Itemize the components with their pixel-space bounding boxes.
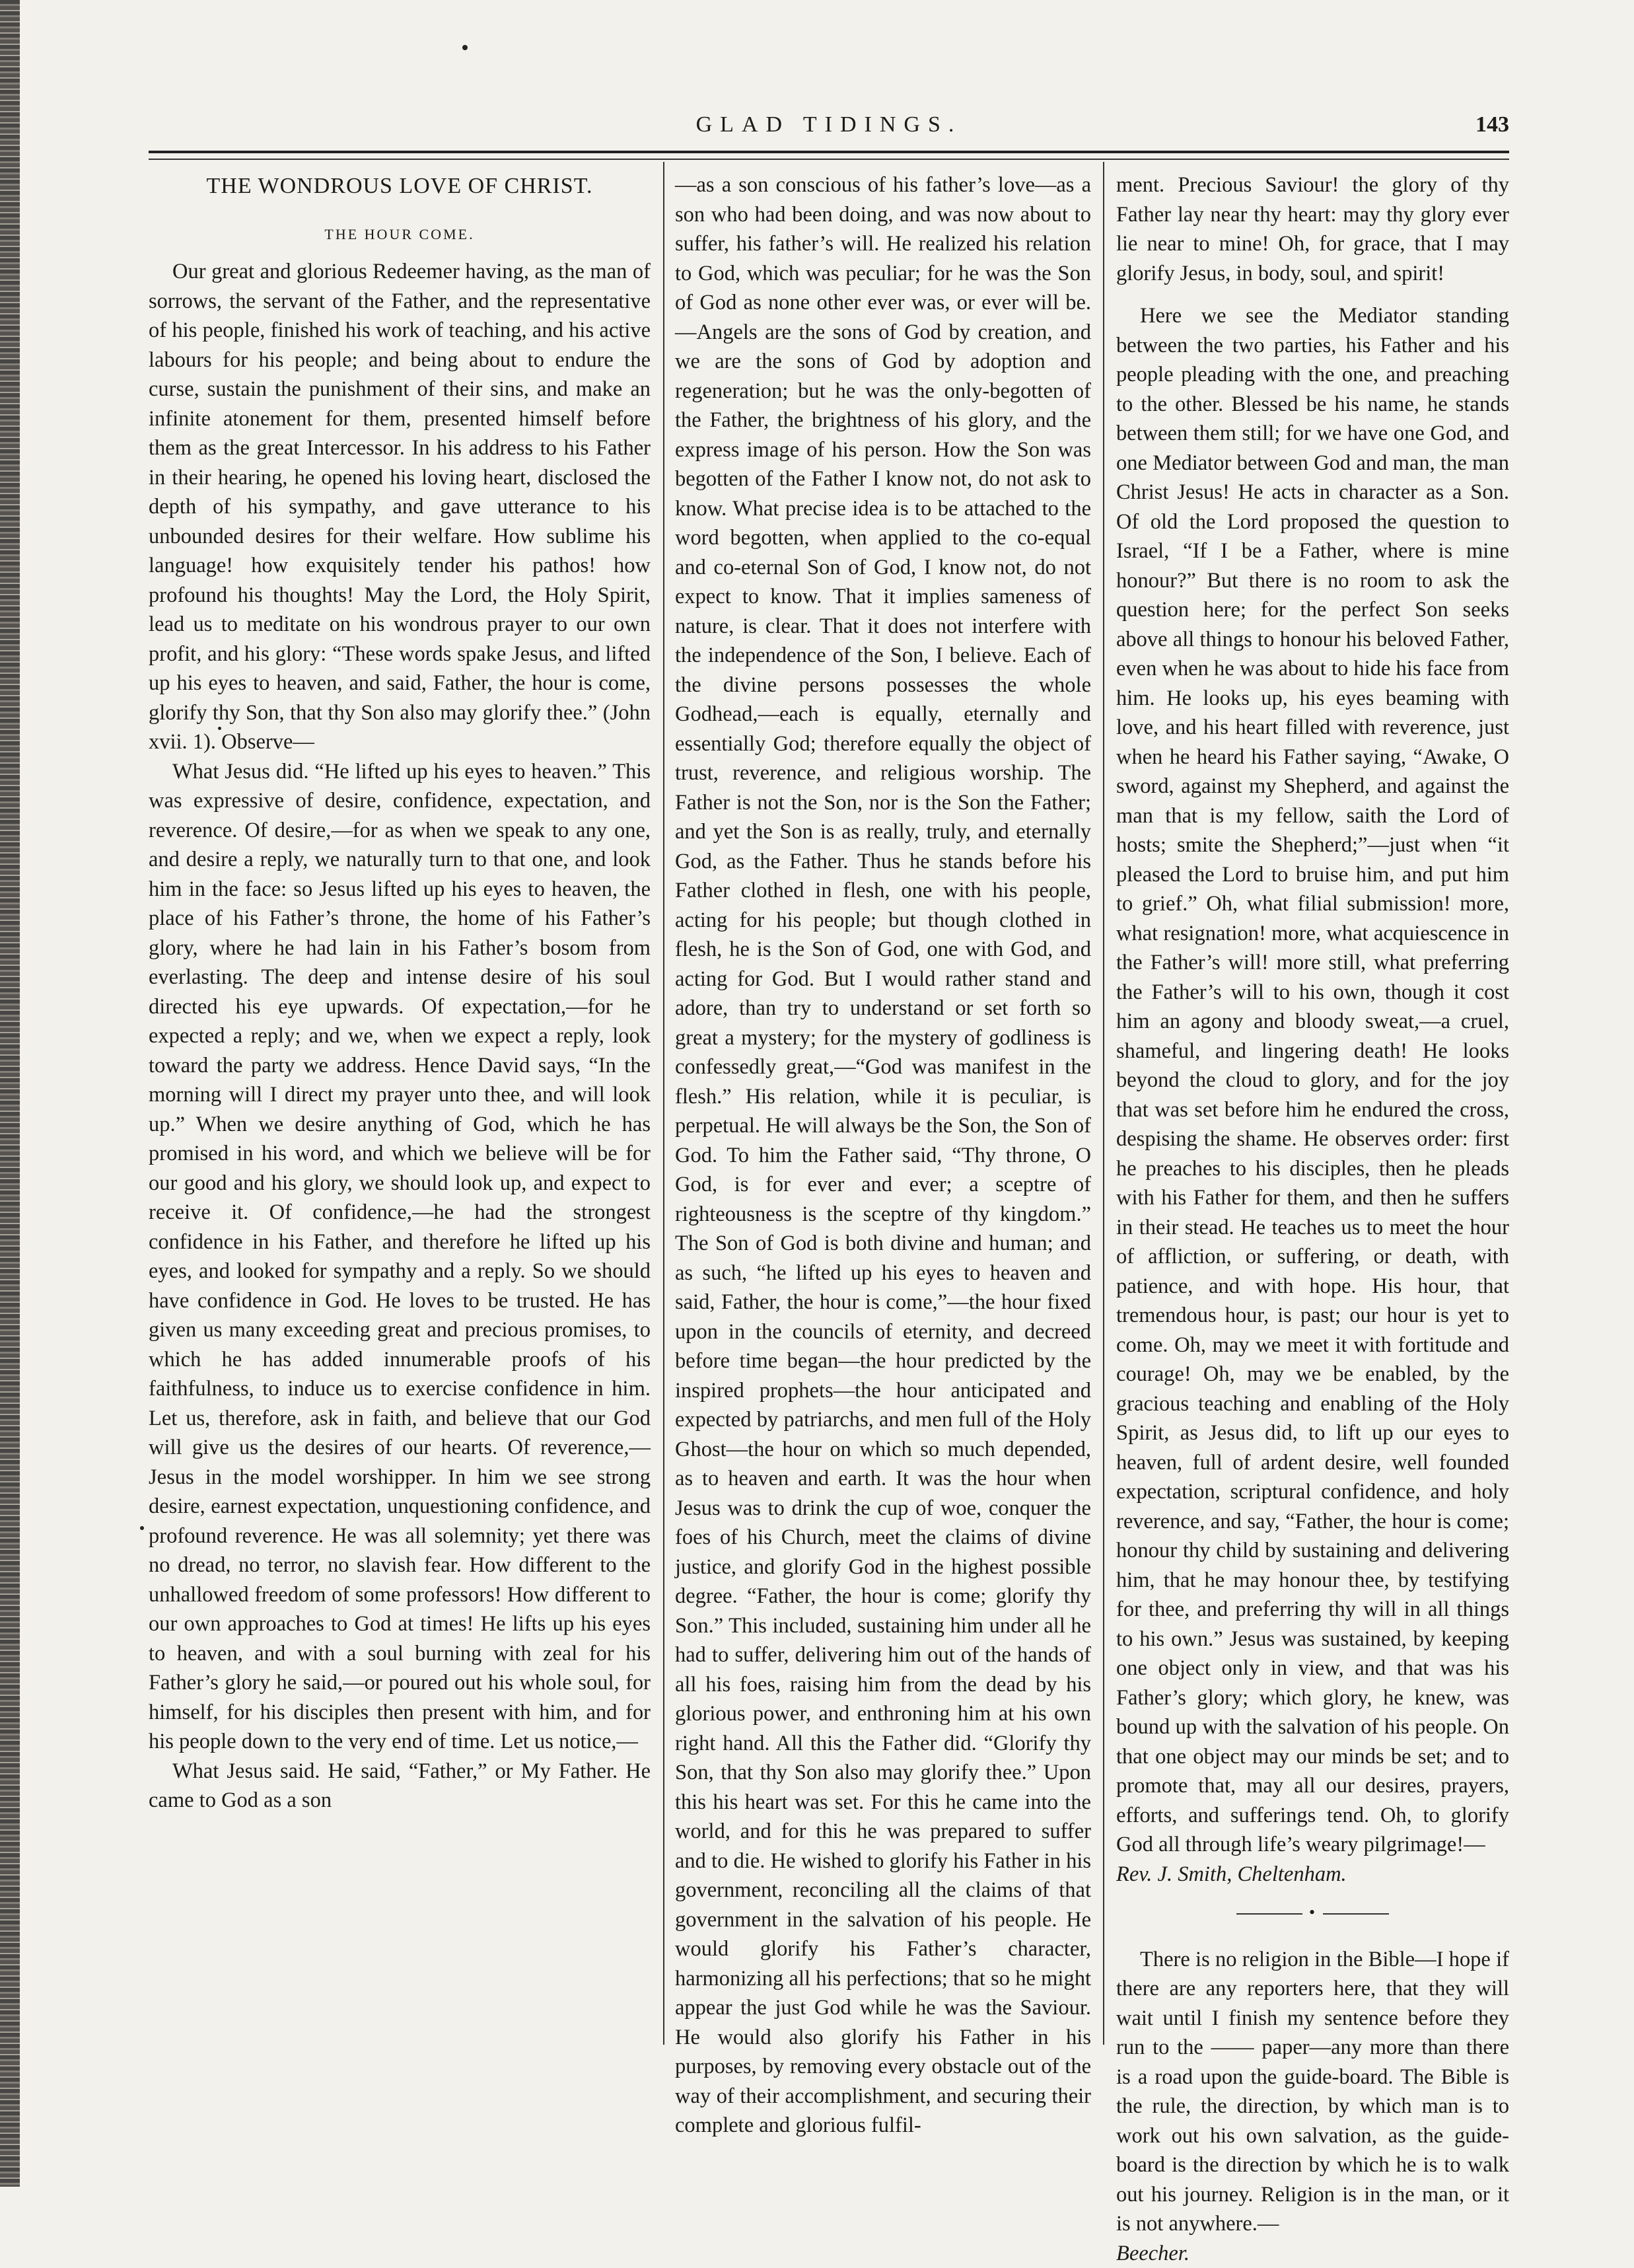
ink-speck bbox=[140, 1526, 144, 1530]
paragraph: What Jesus did. “He lifted up his eyes to heaven.” This was expressive of desire, confidence, expectation, and reverence. Of desire,—for as when we speak to any one, and desire a reply, we naturally turn to that one, and look him in the face: so Jesus lifted up his eyes to heaven, the place of his Father’s throne, the home of his Father’s glory, where he had lain in his Father’s bosom from everlasting. The deep and intense desire of his soul directed his eye upwards. Of expectation,—for he expected a reply; and we, when we expect a reply, look toward the party we address. Hence David says, “In the morning will I direct my prayer unto thee, and will look up.” When we desire anything of God, which he has promised in his word, and which we believe will be for our good and his glory, we should look up, and expect to receive it. Of confidence,—he had the strongest confidence in his Father, and therefore he lifted up his eyes, and looked for sympathy and a reply. So we should have confidence in God. He loves to be trusted. He has given us many exceeding great and precious promises, to which he has added innumerable proofs of his faithfulness, to induce us to exercise confidence in him. Let us, therefore, ask in faith, and believe that our God will give us the desires of our hearts. Of reverence,—Jesus in the model worshipper. In him we see strong desire, earnest expectation, unquestioning confidence, and profound reverence. He was all solemnity; yet there was no dread, no terror, no slavish fear. How different to the unhallowed freedom of some professors! How different to our own approaches to God at times! He lifts up his eyes to heaven, and with a soul burning with zeal for his Father’s glory he said,—or poured out his whole soul, for himself, for his disciples then present with him, and for his people down to the very end of time. Let us notice,— bbox=[149, 757, 651, 1757]
ink-speck bbox=[462, 45, 468, 50]
divider-ornament: • bbox=[1309, 1903, 1316, 1922]
divider-line bbox=[1236, 1913, 1302, 1915]
column-3 bbox=[1116, 170, 1509, 2040]
article-title: THE WONDROUS LOVE OF CHRIST. bbox=[149, 172, 651, 201]
column-rule-1 bbox=[663, 162, 664, 2045]
page-binding-edge bbox=[0, 0, 20, 2187]
header-rule bbox=[149, 151, 1509, 153]
article-subtitle: THE HOUR COME. bbox=[149, 220, 651, 250]
divider-line bbox=[1323, 1913, 1389, 1915]
paragraph: Our great and glorious Redeemer having, as the man of sorrows, the servant of the Father, and the representative of his people, finished his work of teaching, and his active labours for his people; and being about to endure the curse, sustain the punishment of their sins, and make an infinite atonement for them, presented himself before them as the great Intercessor. In his address to his Father in their hearing, he opened his loving heart, disclosed the depth of his sympathy, and gave utterance to his unbounded desires for their welfare. How sublime his language! how exquisitely tender his pathos! how profound his thoughts! May the Lord, the Holy Spirit, lead us to meditate on his wondrous prayer to our own profit, and his glory: “These words spake Jesus, and lifted up his eyes to heaven, and said, Father, the hour is come, glorify thy Son, that thy Son also may glorify thee.” (John xvii. 1). Observe— bbox=[149, 257, 651, 757]
paragraph: Here we see the Mediator standing between the two parties, his Father and his people pleading with the one, and preaching to the other. Blessed be his name, he stands between them still; for we have one God, and one Mediator between God and man, the man Christ Jesus! He acts in character as a Son. Of old the Lord proposed the question to Israel, “If I be a Father, where is mine honour?” But there is no room to ask the question here; for the perfect Son seeks above all things to honour his beloved Father, even when he was about to hide his face from him. He looks up, his eyes beaming with love, and his heart filled with reverence, just when he heard his Father saying, “Awake, O sword, against my Shepherd, and against the man that is my fellow, saith the Lord of hosts; smite the Shepherd;”—just when “it pleased the Lord to bruise him, and put him to grief.” Oh, what filial submission! more, what resignation! more, what acquiescence in the Father’s will! more still, what preferring the Father’s will to his own, though it cost him an agony and bloody sweat,—a cruel, shameful, and lingering death! He looks beyond the cloud to glory, and for the joy that was set before him he endured the cross, despising the shame. He observes order: first he preaches to his disciples, then he pleads with his Father for them, and then he suffers in their stead. He teaches us to meet the hour of affliction, or suffering, or death, with patience, and with hope. His hour, that tremendous hour, is past; our hour is yet to come. Oh, may we meet it with fortitude and courage! Oh, may we be enabled, by the gracious teaching and enabling of the Holy Spirit, as Jesus did, to lift up our eyes to heaven, full of ardent desire, well founded expectation, scriptural confidence, and holy reverence, and say, “Father, the hour is come; honour thy child by sustaining and delivering him, that he may honour thee, by testifying for thee, and preferring thy will in all things to his own.” Jesus was sustained, by keeping one object only in view, and that was his Father’s glory; which glory, he knew, was bound up with the salvation of his people. On that one object may our minds be set; and to promote that, may all our desires, prayers, efforts, and sufferings tend. Oh, to glorify God all through life’s weary pilgrimage!— bbox=[1116, 301, 1509, 1860]
column-1 bbox=[149, 170, 651, 2040]
article-signature: Rev. J. Smith, Cheltenham. bbox=[1116, 1860, 1509, 1889]
paragraph: There is no religion in the Bible—I hope if there are any reporters here, that they will wait until I finish my sentence before they run to the —— paper—any more than there is a road upon the guide-board. The Bible is the rule, the direction, by which man is to work out his own salvation, as the guide-board is the direction by which he is to walk out his journey. Religion is in the man, or it is not anywhere.— bbox=[1116, 1945, 1509, 2239]
running-title: GLAD TIDINGS. bbox=[149, 112, 1509, 137]
column-2 bbox=[675, 170, 1091, 2040]
paragraph-gap bbox=[1116, 288, 1509, 301]
page-header bbox=[149, 112, 1509, 152]
column-rule-2 bbox=[1103, 162, 1104, 2045]
paragraph: What Jesus said. He said, “Father,” or My Father. He came to God as a son bbox=[149, 1757, 651, 1815]
quote-signature: Beecher. bbox=[1116, 2239, 1509, 2268]
paragraph: —as a son conscious of his father’s love—as a son who had been doing, and was now about to suffer, his father’s will. He realized his relation to God, which was peculiar; for he was the Son of God as none other ever was, or ever will be.—Angels are the sons of God by creation, and we are the sons of God by adoption and regeneration; but he was the only-begotten of the Father, the brightness of his glory, and the express image of his person. How the Son was begotten of the Father I know not, do not ask to know. What precise idea is to be attached to the word begotten, when applied to the co-equal and co-eternal Son of God, I know not, do not expect to know. That it implies sameness of nature, is clear. That it does not interfere with the independence of the Son, I believe. Each of the divine persons possesses the whole Godhead,—each is equally, eternally and essentially God; therefore equally the object of trust, reverence, and religious worship. The Father is not the Son, nor is the Son the Father; and yet the Son is as really, truly, and eternally God, as the Father. Thus he stands before his Father clothed in flesh, one with his people, acting for his people; but though clothed in flesh, he is the Son of God, one with God, and acting for God. But I would rather stand and adore, than try to understand or set forth so great a mystery; for the mystery of godliness is confessedly great,—“God was manifest in the flesh.” His relation, while it is peculiar, is perpetual. He will always be the Son, the Son of God. To him the Father said, “Thy throne, O God, is for ever and ever; a sceptre of righteousness is the sceptre of thy kingdom.” The Son of God is both divine and human; and as such, “he lifted up his eyes to heaven and said, Father, the hour is come,”—the hour fixed upon in the councils of eternity, and decreed before time began—the hour predicted by the inspired prophets—the hour anticipated and expected by patriarchs, and men full of the Holy Ghost—the hour on which so much depended, as to heaven and earth. It was the hour when Jesus was to drink the cup of woe, conquer the foes of his Church, meet the claims of divine justice, and glorify God in the highest possible degree. “Father, the hour is come; glorify thy Son.” This included, sustaining him under all he had to suffer, delivering him out of the hands of all his foes, raising him from the dead by his glorious power, and enthroning him at his own right hand. All this the Father did. “Glorify thy Son, that thy Son also may glorify thee.” Upon this his heart was set. For this he came into the world, and for this he was prepared to suffer and to die. He wished to glorify his Father in his government, reconciling all the claims of that government in the salvation of his people. He would glorify his Father’s character, harmonizing all his perfections; that so he might appear the just God while he was the Saviour. He would also glorify his Father in his purposes, by removing every obstacle out of the way of their accomplishment, and securing their complete and glorious fulfil- bbox=[675, 170, 1091, 2140]
section-divider bbox=[1116, 1898, 1509, 1928]
paragraph: ment. Precious Saviour! the glory of thy Father lay near thy heart: may thy glory ever lie near to mine! Oh, for grace, that I may glorify Jesus, in body, soul, and spirit! bbox=[1116, 170, 1509, 288]
page-number: 143 bbox=[1475, 112, 1509, 137]
header-rule-thin bbox=[149, 159, 1509, 160]
